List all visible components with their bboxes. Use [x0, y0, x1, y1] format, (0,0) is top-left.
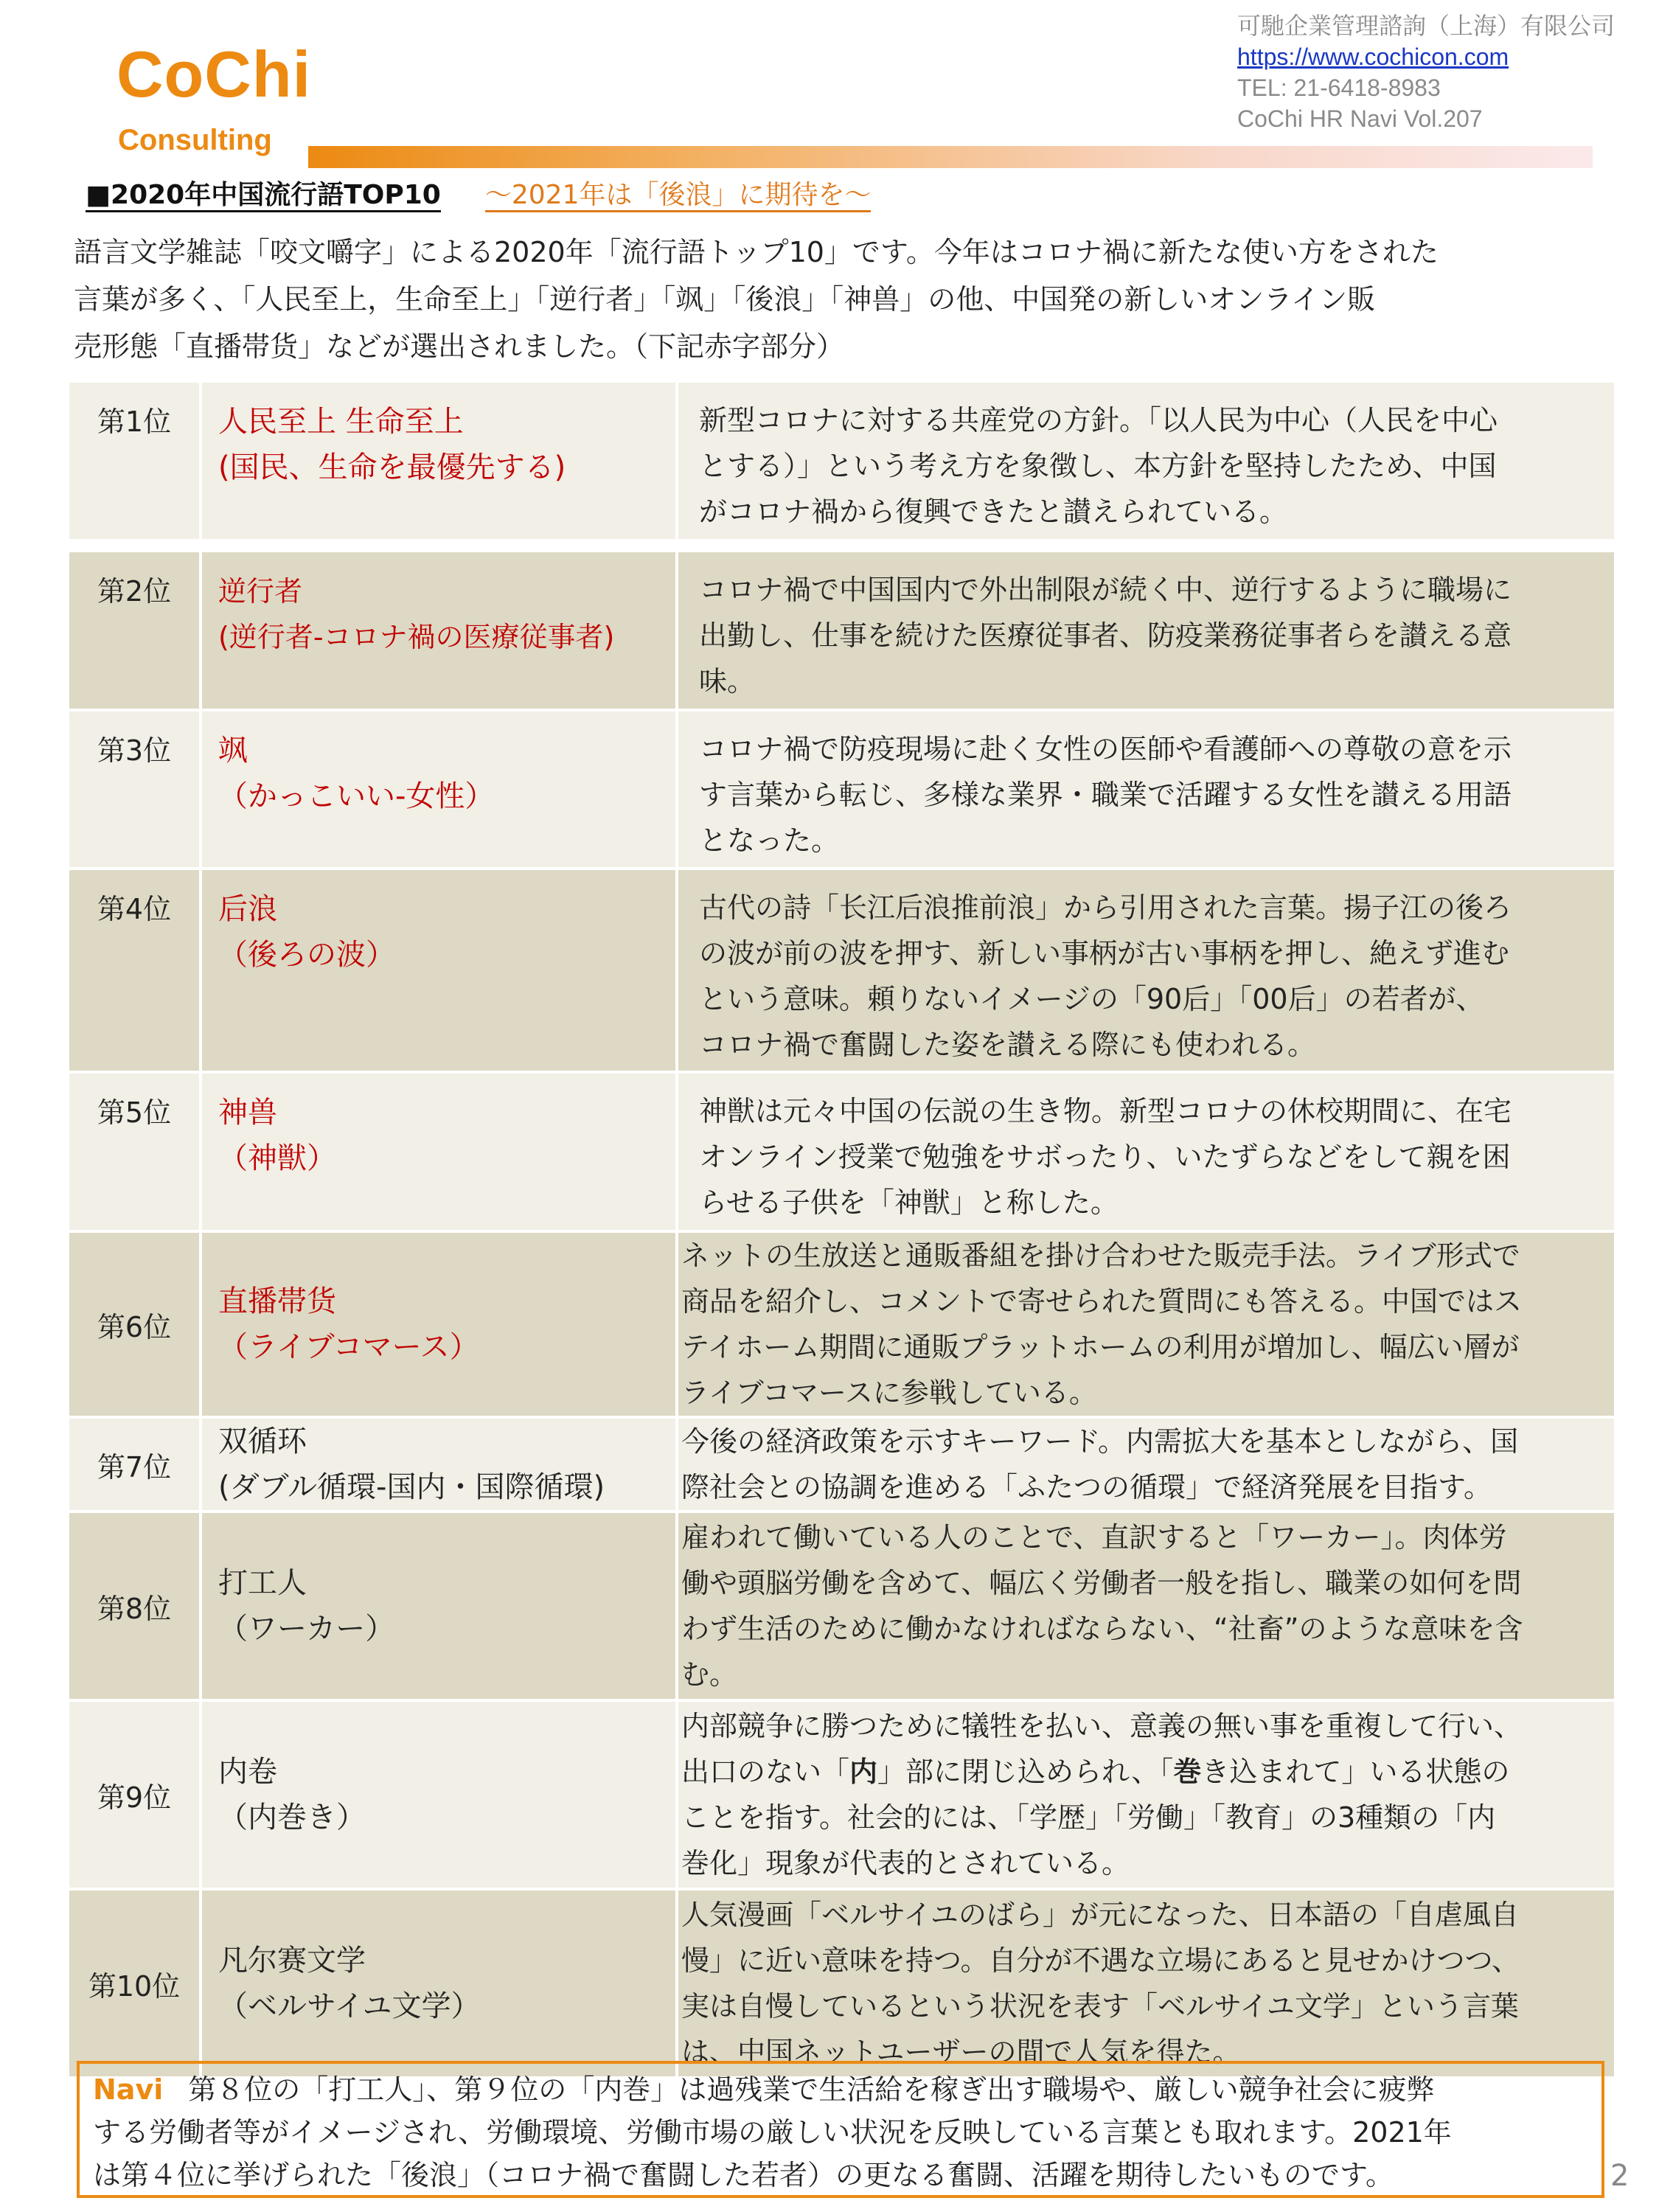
word-reading: (国民、生命を最優先する) — [218, 451, 566, 484]
desc-line: の波が前の波を押す、新しい事柄が古い事柄を押し、絶えず進む — [699, 937, 1509, 970]
navi-text: 第８位の「打工人」、第９位の「内巻」は過残業で生活給を稼ぎ出す職場や、厳しい競争社会に疲弊 — [188, 2073, 1435, 2106]
desc-line: ネットの生放送と通販番組を掛け合わせた販売手法。ライブ形式で — [681, 1239, 1520, 1272]
word-text: 内卷 — [218, 1755, 277, 1789]
word-reading: （かっこいい-女性） — [218, 779, 495, 813]
word-cell — [201, 1512, 677, 1700]
description-cell — [677, 1231, 1615, 1417]
navi-label: Navi — [93, 2073, 164, 2106]
desc-line: 際社会との協調を進める「ふたつの循環」で経済発展を目指す。 — [681, 1471, 1492, 1503]
intro-paragraph — [74, 229, 1607, 370]
rank-cell: 第1位 — [68, 381, 201, 540]
word-text: 飒 — [218, 734, 248, 768]
word-reading: (逆行者-コロナ禍の医療従事者) — [218, 621, 615, 653]
rank-cell: 第3位 — [68, 710, 201, 869]
rank-cell: 第9位 — [68, 1700, 201, 1889]
table-row — [68, 1700, 1615, 1889]
intro-line: 語言文学雑誌「咬文嚼字」による2020年「流行語トップ10」です。今年はコロナ禍に新たな使い方をされた — [74, 236, 1439, 268]
desc-line: 新型コロナに対する共産党の方針。「以人民为中心（人民を中心 — [699, 404, 1498, 437]
desc-line: ライブコマースに参戦している。 — [681, 1377, 1097, 1409]
table-row — [68, 1072, 1615, 1231]
desc-line: わず生活のために働かなければならない、“社畜”のような意味を含 — [681, 1613, 1523, 1645]
company-tel: TEL: 21-6418-8983 — [1237, 74, 1441, 101]
table-row — [68, 1889, 1615, 2078]
description-cell — [677, 1700, 1615, 1889]
desc-line: ことを指す。社会的には、「学歴」「労働」「教育」の3種類の「内 — [681, 1801, 1496, 1834]
word-text: 人民至上 生命至上 — [218, 405, 464, 439]
rank-cell: 第7位 — [68, 1417, 201, 1512]
desc-line: とする）」という考え方を象徴し、本方針を堅持したため、中国 — [699, 450, 1497, 482]
word-cell — [201, 381, 677, 540]
table-row — [68, 551, 1615, 710]
desc-line: 内部競争に勝つために犠牲を払い、意義の無い事を重複して行い、 — [681, 1710, 1523, 1742]
word-text: 神兽 — [218, 1096, 277, 1130]
desc-line: テイホーム期間に通販プラットホームの利用が増加し、幅広い層が — [681, 1331, 1520, 1363]
desc-line: 商品を紹介し、コメントで寄せられた質問にも答える。中国ではス — [681, 1285, 1523, 1318]
emphasis-maki: 巻 — [1173, 1756, 1202, 1788]
rank-cell: 第10位 — [68, 1889, 201, 2078]
desc-line: 雇われて働いている人のことで、直訳すると「ワーカー」。肉体労 — [681, 1521, 1507, 1554]
word-cell — [201, 1889, 677, 2078]
word-text: 双循环 — [218, 1425, 307, 1458]
word-text: 直播帯货 — [218, 1284, 336, 1318]
desc-line: 人気漫画「ベルサイユのばら」が元になった、日本語の「自虐風自 — [681, 1899, 1519, 1931]
navi-line — [93, 2068, 1587, 2111]
rank-cell: 第8位 — [68, 1512, 201, 1700]
company-name: 可馳企業管理諮詢（上海）有限公司 — [1237, 13, 1615, 39]
desc-fragment: き込まれて」いる状態の — [1201, 1756, 1510, 1788]
section-title-subtitle: ～2021年は「後浪」に期待を～ — [485, 180, 872, 212]
desc-fragment: 出口のない「 — [681, 1756, 850, 1788]
company-url-link[interactable]: https://www.cochicon.com — [1237, 44, 1509, 70]
section-title-main: ■2020年中国流行語TOP10 — [86, 180, 441, 212]
desc-line: オンライン授業で勉強をサボったり、いたずらなどをして親を困 — [699, 1141, 1511, 1173]
word-cell — [201, 1072, 677, 1231]
desc-fragment: 」部に閉じ込められ、「 — [877, 1756, 1174, 1788]
desc-line: コロナ禍で防疫現場に赴く女性の医師や看護師への尊敬の意を示 — [699, 733, 1512, 765]
desc-line — [681, 1749, 1604, 1795]
consulting-logo-text: Consulting — [118, 124, 272, 156]
desc-line: がコロナ禍から復興できたと讃えられている。 — [699, 495, 1288, 528]
ranking-table — [66, 380, 1617, 2079]
word-reading: （ライブコマース） — [218, 1330, 479, 1364]
word-reading: （ワーカー） — [218, 1612, 395, 1646]
table-row — [68, 869, 1615, 1072]
desc-line: 今後の経済政策を示すキーワード。内需拡大を基本としながら、国 — [681, 1425, 1519, 1458]
desc-line: は、中国ネットユーザーの間で人気を得た。 — [681, 2036, 1241, 2068]
description-cell — [677, 1417, 1615, 1512]
header-gradient-bar — [308, 146, 1593, 168]
desc-line: らせる子供を「神獣」と称した。 — [699, 1186, 1119, 1219]
word-reading: （ベルサイユ文学） — [218, 1989, 481, 2023]
word-reading: （内巻き） — [218, 1801, 366, 1834]
desc-line: コロナ禍で奮闘した姿を讃える際にも使われる。 — [699, 1029, 1316, 1061]
word-reading: (ダブル循環-国内・国際循環) — [218, 1470, 605, 1504]
rank-cell: 第4位 — [68, 869, 201, 1072]
table-row — [68, 1512, 1615, 1700]
word-text: 凡尔赛文学 — [218, 1944, 366, 1978]
cochi-logo: CoChi — [116, 38, 312, 111]
word-cell — [201, 1700, 677, 1889]
word-cell — [201, 1231, 677, 1417]
desc-line: 味。 — [699, 665, 756, 698]
section-title — [86, 177, 1000, 214]
desc-line: 働や頭脳労働を含めて、幅広く労働者一般を指し、職業の如何を問 — [681, 1567, 1522, 1599]
desc-line: 古代の詩「长江后浪推前浪」から引用された言葉。揚子江の後ろ — [699, 891, 1512, 924]
rank-cell: 第6位 — [68, 1231, 201, 1417]
word-cell — [201, 1417, 677, 1512]
description-cell — [677, 381, 1615, 540]
desc-line: 実は自慢しているという状況を表す「ベルサイユ文学」という言葉 — [681, 1990, 1519, 2023]
table-row — [68, 1417, 1615, 1512]
navi-line: は第４位に挙げられた「後浪」（コロナ禍で奮闘した若者）の更なる奮闘、活躍を期待したいものです。 — [93, 2159, 1394, 2191]
desc-line: となった。 — [699, 824, 840, 857]
page-number: 2 — [1610, 2159, 1630, 2193]
word-cell — [201, 869, 677, 1072]
intro-line: 言葉が多く、「人民至上，生命至上」「逆行者」「飒」「後浪」「神兽」の他、中国発の新しいオンライン販 — [74, 283, 1376, 316]
word-cell — [201, 551, 677, 710]
desc-line: む。 — [681, 1658, 738, 1691]
word-reading: （神獣） — [218, 1141, 336, 1175]
desc-line: 出勤し、仕事を続けた医療従事者、防疫業務従事者らを讃える意 — [699, 619, 1512, 652]
table-row — [68, 710, 1615, 869]
word-text: 逆行者 — [218, 575, 303, 608]
word-cell — [201, 710, 677, 869]
description-cell — [677, 710, 1615, 869]
company-info — [1237, 10, 1650, 134]
desc-line: 神獣は元々中国の伝説の生き物。新型コロナの休校期間に、在宅 — [699, 1095, 1512, 1127]
emphasis-uchi: 内 — [849, 1756, 878, 1788]
navi-comment-box — [77, 2061, 1604, 2198]
desc-line: す言葉から転じ、多様な業界・職業で活躍する女性を讃える用語 — [699, 779, 1512, 811]
desc-line: 巻化」現象が代表的とされている。 — [681, 1847, 1130, 1879]
rank-cell: 第2位 — [68, 551, 201, 710]
issue-number: CoChi HR Navi Vol.207 — [1237, 105, 1483, 132]
desc-line: コロナ禍で中国国内で外出制限が続く中、逆行するように職場に — [699, 574, 1512, 606]
table-row — [68, 381, 1615, 540]
table-row — [68, 1231, 1615, 1417]
description-cell — [677, 869, 1615, 1072]
desc-line: 慢」に近い意味を持つ。自分が不遇な立場にあると見せかけつつ、 — [681, 1944, 1520, 1977]
desc-line: という意味。頼りないイメージの「90后」「00后」の若者が、 — [699, 983, 1484, 1015]
intro-line: 売形態「直播帯货」などが選出されました。（下記赤字部分） — [74, 330, 845, 363]
description-cell — [677, 1512, 1615, 1700]
word-text: 打工人 — [218, 1566, 307, 1600]
description-cell — [677, 1072, 1615, 1231]
word-reading: （後ろの波） — [218, 938, 395, 972]
description-cell — [677, 551, 1615, 710]
description-cell — [677, 1889, 1615, 2078]
navi-line: する労働者等がイメージされ、労働環境、労働市場の厳しい状況を反映している言葉とも取れます。2021年 — [93, 2116, 1452, 2149]
rank-cell: 第5位 — [68, 1072, 201, 1231]
word-text: 后浪 — [218, 892, 277, 926]
